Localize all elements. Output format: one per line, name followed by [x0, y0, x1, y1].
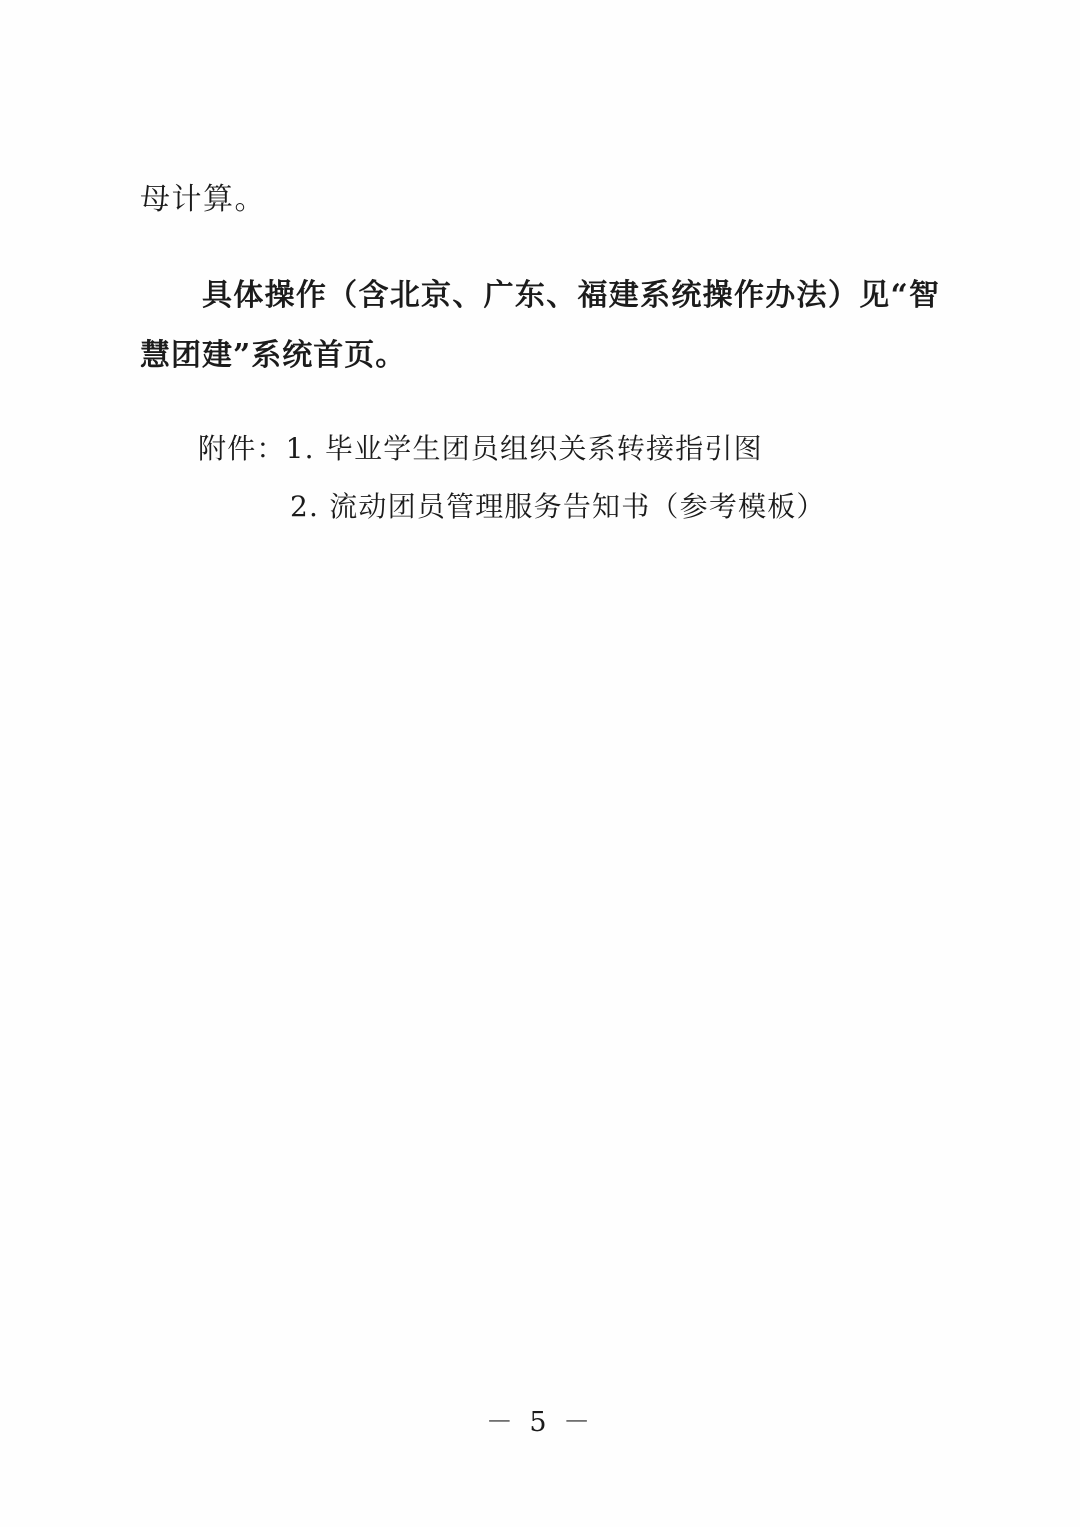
page-footer [0, 1400, 1080, 1439]
main-paragraph: 具体操作（含北京、广东、福建系统操作办法）见“智慧团建”系统首页。 [140, 278, 940, 373]
attachment-number: 1. [285, 432, 315, 465]
attachment-item [140, 478, 940, 536]
attachment-number: 2. [290, 490, 320, 523]
page-body [140, 170, 940, 536]
continued-paragraph: 母计算。 [140, 182, 266, 217]
attachment-list [140, 420, 940, 536]
attachment-item [140, 420, 940, 478]
attachments-label: 附件： [198, 432, 286, 465]
attachment-title: 毕业学生团员组织关系转接指引图 [324, 432, 763, 465]
attachment-title: 流动团员管理服务告知书（参考模板） [329, 490, 826, 523]
page-number: － 5 － [485, 1407, 595, 1438]
